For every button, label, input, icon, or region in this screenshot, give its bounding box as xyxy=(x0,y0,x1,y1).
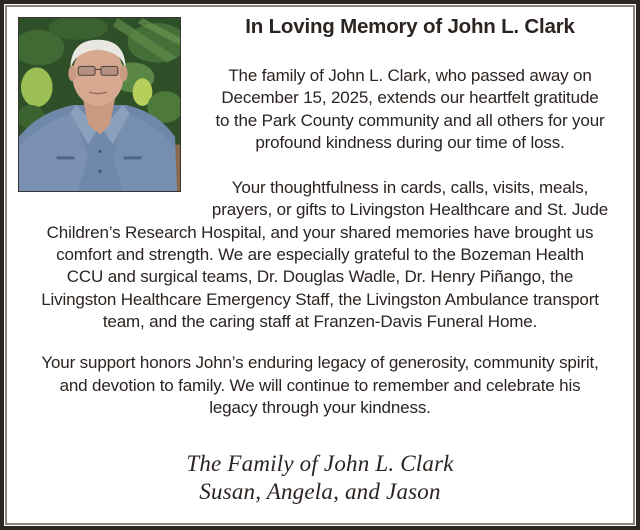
paragraph-3-line: and devotion to family. We will continue to remember and celebrate his xyxy=(59,376,581,395)
paragraph-1-line: profound kindness during our time of loss. xyxy=(255,133,565,152)
paragraph-2-line: comfort and strength. We are especially grateful to the Bozeman Health xyxy=(56,245,584,264)
portrait-image xyxy=(19,18,180,191)
portrait-photo xyxy=(18,17,181,192)
paragraph-2-line: Children’s Research Hospital, and your shared memories have brought us xyxy=(46,223,594,242)
signature-family-line: The Family of John L. Clark xyxy=(186,451,454,476)
paragraph-2-line: team, and the caring staff at Franzen-Davis Funeral Home. xyxy=(102,312,538,331)
paragraph-1-line: December 15, 2025, extends our heartfelt gratitude xyxy=(221,88,599,107)
signature-names-line: Susan, Angela, and Jason xyxy=(199,479,441,504)
paragraph-3-line: legacy through your kindness. xyxy=(209,398,431,417)
paragraph-2-line: Your thoughtfulness in cards, calls, visits, meals, xyxy=(231,178,589,197)
paragraph-2-line: prayers, or gifts to Livingston Healthcare and St. Jude xyxy=(211,200,609,219)
paragraph-2-line: CCU and surgical teams, Dr. Douglas Wadle, Dr. Henry Piñango, the xyxy=(66,267,574,286)
paragraph-1-line: The family of John L. Clark, who passed away on xyxy=(228,66,592,85)
paragraph-1-line: to the Park County community and all others for your xyxy=(215,111,605,130)
paragraph-3-line: Your support honors John’s enduring legacy of generosity, community spirit, xyxy=(41,353,599,372)
notice-title: In Loving Memory of John L. Clark xyxy=(245,15,575,38)
paragraph-2-line: Livingston Healthcare Emergency Staff, the Livingston Ambulance transport xyxy=(41,290,599,309)
